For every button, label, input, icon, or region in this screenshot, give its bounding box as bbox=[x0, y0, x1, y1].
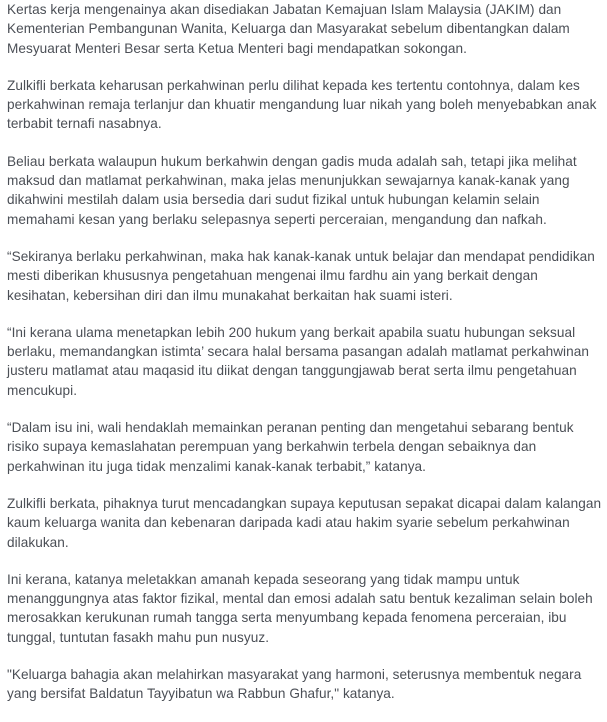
article-paragraph: Beliau berkata walaupun hukum berkahwin dengan gadis muda adalah sah, tetapi jika melihat maksud dan matlamat perkahwinan, maka jelas menunjukkan sewajarnya kanak-kanak yang dikahwini mestilah dalam usia bersedia dari sudut fizikal untuk hubungan kelamin selain memahami kesan yang berlaku selepasnya seperti perceraian, mengandung dan nafkah. bbox=[7, 153, 577, 227]
article-paragraph: “Dalam isu ini, wali hendaklah memainkan peranan penting dan mengetahui sebarang bentuk risiko supaya kemaslahatan perempuan yang berkahwin terbela dengan sebaiknya dan perkahwinan itu juga tidak menzalimi kanak-kanak terbabit,” katanya. bbox=[7, 420, 574, 474]
article-paragraph: Zulkifli berkata, pihaknya turut mencadangkan supaya keputusan sepakat dicapai dalam kalangan kaum keluarga wanita dan kebenaran daripada kadi atau hakim syarie sebelum perkahwinan dilakukan. bbox=[7, 495, 602, 550]
article-body bbox=[7, 0, 603, 722]
article-paragraph: Ini kerana, katanya meletakkan amanah kepada seseorang yang tidak mampu untuk menanggungnya atas faktor fizikal, mental dan emosi adalah satu bentuk kezaliman selain boleh merosakkan kerukunan rumah tangga serta menyumbang kepada fenomena perceraian, ibu tunggal, tuntutan fasakh mahu pun nusyuz. bbox=[7, 571, 593, 645]
article-paragraph: Kertas kerja mengenainya akan disediakan Jabatan Kemajuan Islam Malaysia (JAKIM) dan Kementerian Pembangunan Wanita, Keluarga dan Masyarakat sebelum dibentangkan dalam Mesyuarat Menteri Besar serta Ketua Menteri bagi mendapatkan sokongan. bbox=[7, 2, 570, 56]
article-paragraph: “Sekiranya berlaku perkahwinan, maka hak kanak-kanak untuk belajar dan mendapat pendidikan mesti diberikan khususnya pengetahuan mengenai ilmu fardhu ain yang berkait dengan kesihatan, kebersihan diri dan ilmu munakahat berkaitan hak suami isteri. bbox=[7, 248, 595, 303]
article-paragraph: “Ini kerana ulama menetapkan lebih 200 hukum yang berkait apabila suatu hubungan seksual berlaku, memandangkan istimta’ secara halal bersama pasangan adalah matlamat perkahwinan justeru matlamat atau maqasid itu diikat dengan tanggungjawab berat serta ilmu pengetahuan mencukupi. bbox=[7, 324, 589, 398]
article-paragraph: Zulkifli berkata keharusan perkahwinan perlu dilihat kepada kes tertentu contohnya, dalam kes perkahwinan remaja terlanjur dan khuatir mengandung luar nikah yang boleh menyebabkan anak terbabit ternafi nasabnya. bbox=[7, 77, 597, 132]
article-paragraph: "Keluarga bahagia akan melahirkan masyarakat yang harmoni, seterusnya membentuk negara yang bersifat Baldatun Tayyibatun wa Rabbun Ghafur," katanya. bbox=[7, 667, 582, 702]
